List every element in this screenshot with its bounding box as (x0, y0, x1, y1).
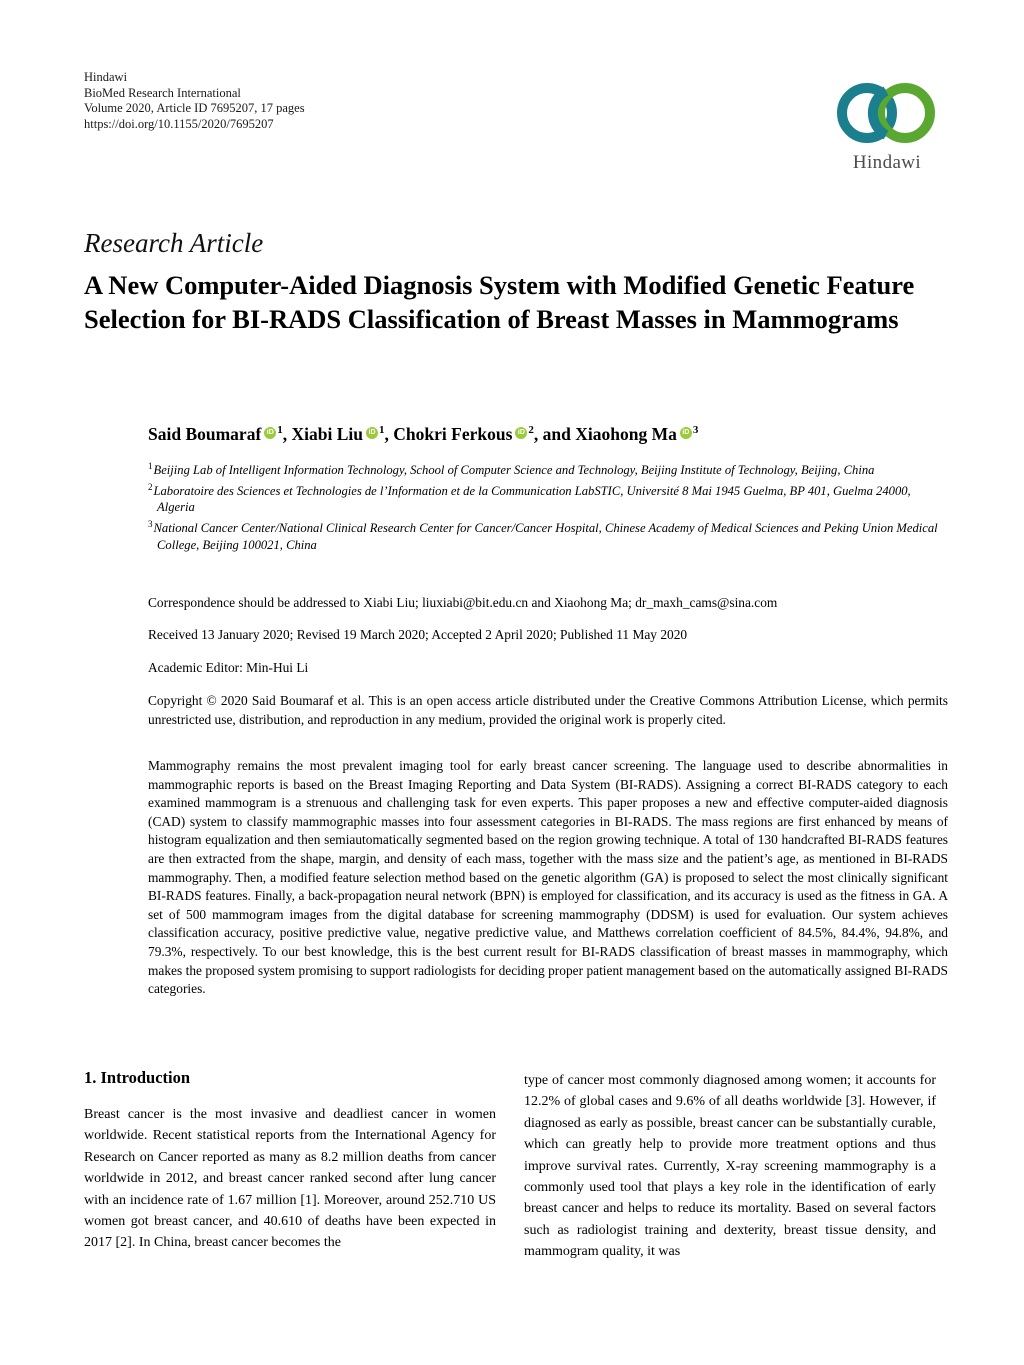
affiliation-text: Laboratoire des Sciences et Technologies de l’Information et de la Communication LabSTIC, Université 8 Mai 1945 Guelma, BP 401, Guelma 24000, Algeria (153, 483, 911, 515)
author-entry (292, 424, 389, 444)
orcid-icon[interactable] (680, 427, 692, 439)
author-entry (543, 424, 699, 444)
affiliation-text: Beijing Lab of Intelligent Information Technology, School of Computer Science and Technology, Beijing Institute of Technology, Beijing, China (153, 463, 875, 478)
author-affil-marker: 3 (692, 424, 699, 436)
author-name: Xiabi Liu (291, 423, 364, 444)
author-list (148, 418, 938, 446)
orcid-icon[interactable] (366, 427, 378, 439)
author-name: and Xiaohong Ma (542, 423, 677, 444)
volume-line: Volume 2020, Article ID 7695207, 17 pages (84, 101, 305, 115)
author-separator: , (533, 423, 539, 444)
body-column-right: type of cancer most commonly diagnosed among women; it accounts for 12.2% of global cases and 9.6% of all deaths worldwide [3]. However, if diagnosed as early as possible, breast cancer can be substantially curable, which can greatly help to provide more treatment options and thus improve survival rates. Currently, X-ray screening mammography is a commonly used tool that plays a key role in the identification of early breast cancer and helps to reduce its mortality. Based on several factors such as radiologist training and dexterity, breast tissue density, and mammogram quality, it was (524, 1073, 936, 1260)
copyright-notice: Copyright © 2020 Said Boumaraf et al. This is an open access article distributed under the Creative Commons Attribution License, which permits unrestricted use, distribution, and reproduction in any medium, provided the original work is properly cited. (148, 693, 948, 727)
author-name: Said Boumaraf (148, 423, 262, 444)
abstract-text: Mammography remains the most prevalent imaging tool for early breast cancer screening. The language used to describe abnormalities in mammographic reports is based on the Breast Imaging Reporting and Data System (BI-RADS). Assigning a correct BI-RADS category to each examined mammogram is a strenuous and challenging task for even experts. This paper proposes a new and effective computer-aided diagnosis (CAD) system to classify mammographic masses into four assessment categories in BI-RADS. The mass regions are first enhanced by means of histogram equalization and then semiautomatically segmented based on the region growing technique. A total of 130 handcrafted BI-RADS features are then extracted from the shape, margin, and density of each mass, together with the mass size and the patient’s age, as mentioned in BI-RADS mammography. Then, a modified feature selection method based on the genetic algorithm (GA) is proposed to select the most clinically significant BI-RADS features. Finally, a back-propagation neural network (BPN) is employed for classification, and its accuracy is used as the fitness in GA. A set of 500 mammogram images from the digital database for screening mammography (DDSM) is used for evaluation. Our system achieves classification accuracy, positive predictive value, negative predictive value, and Matthews correlation coefficient of 84.5%, 84.4%, 94.8%, and 79.3%, respectively. To our best knowledge, this is the best current result for BI-RADS classification of breast masses in mammography, which makes the proposed system promising to support radiologists for deciding proper patient management based on the automatically assigned BI-RADS categories. (148, 758, 948, 997)
orcid-icon[interactable] (264, 427, 276, 439)
orcid-icon[interactable] (515, 427, 527, 439)
affiliation-item (148, 516, 948, 553)
journal-masthead (84, 70, 305, 132)
affiliation-item (148, 479, 948, 516)
page-title: A New Computer-Aided Diagnosis System with Modified Genetic Feature Selection for BI-RADS Classification of Breast Masses in Mammograms (84, 270, 915, 334)
body-column-left: Breast cancer is the most invasive and deadliest cancer in women worldwide. Recent statistical reports from the International Agency for Research on Cancer reported as many as 8.2 million deaths from cancer worldwide in 2012, and breast cancer ranked second after lung cancer with an incidence rate of 1.67 million [1]. Moreover, around 252.710 US women got breast cancer, and 40.610 of deaths have been expected in 2017 [2]. In China, breast cancer becomes the (84, 1107, 496, 1251)
journal-name: BioMed Research International (84, 85, 241, 100)
affiliation-marker: 1 (148, 461, 153, 471)
doi-link[interactable]: https://doi.org/10.1155/2020/7695207 (84, 116, 274, 131)
author-affil-marker: 1 (379, 424, 385, 436)
correspondence-note: Correspondence should be addressed to Xiabi Liu; liuxiabi@bit.edu.cn and Xiaohong Ma; dr_maxh_cams@sina.com (148, 595, 778, 610)
publisher-name: Hindawi (84, 70, 128, 84)
author-entry (148, 424, 287, 444)
affiliation-item (148, 458, 948, 479)
author-separator: , (282, 423, 288, 444)
publication-dates: Received 13 January 2020; Revised 19 March 2020; Accepted 2 April 2020; Published 11 May 2020 (148, 627, 688, 642)
hindawi-wordmark: Hindawi (852, 152, 922, 173)
author-name: Chokri Ferkous (393, 423, 513, 444)
hindawi-logo (822, 78, 952, 174)
academic-editor: Academic Editor: Min-Hui Li (148, 660, 309, 675)
affiliation-text: National Cancer Center/National Clinical Research Center for Cancer/Cancer Hospital, Chinese Academy of Medical Sciences and Peking Union Medical College, Beijing 100021, China (153, 521, 938, 552)
author-entry (393, 424, 538, 444)
author-affil-marker: 1 (277, 424, 283, 436)
section-heading-introduction: 1. Introduction (84, 1068, 191, 1087)
author-separator: , (384, 423, 389, 444)
affiliation-list (148, 458, 948, 553)
affiliation-marker: 2 (148, 481, 153, 492)
affiliation-marker: 3 (148, 518, 153, 529)
hindawi-logo-icon (827, 78, 947, 148)
article-type: Research Article (84, 228, 264, 258)
author-affil-marker: 2 (528, 424, 534, 436)
